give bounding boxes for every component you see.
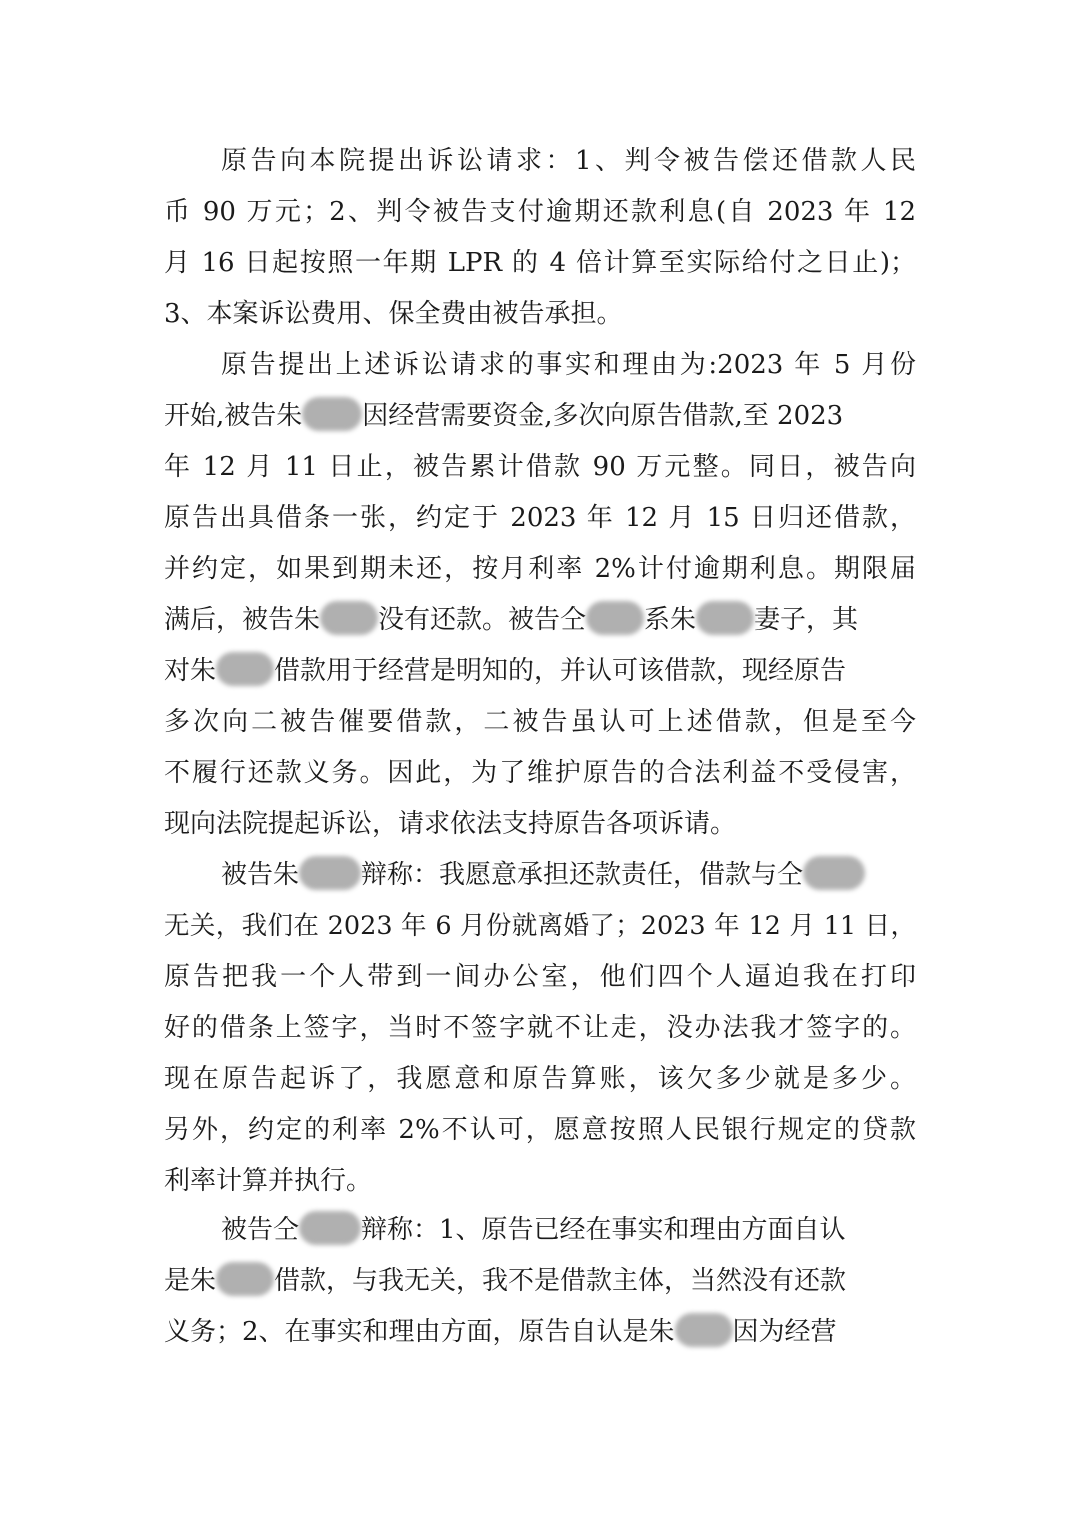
paragraph-3-line-2: 无关，我们在 2023 年 6 月份就离婚了；2023 年 12 月 11 日， bbox=[164, 911, 916, 941]
paragraph-3-line-6: 另外，约定的利率 2%不认可，愿意按照人民银行规定的贷款 bbox=[164, 1115, 916, 1145]
paragraph-4-line-2-text-after: 借款，与我无关，我不是借款主体，当然没有还款 bbox=[274, 1266, 847, 1296]
paragraph-2-line-2 bbox=[164, 390, 916, 442]
redacted-name bbox=[216, 1262, 274, 1296]
redacted-name bbox=[803, 856, 865, 890]
paragraph-3-line-1-text-after: 辩称：我愿意承担还款责任，借款与仝 bbox=[361, 860, 804, 890]
paragraph-1-line-1: 原告向本院提出诉讼请求：1、判令被告偿还借款人民 bbox=[221, 146, 916, 176]
redacted-name bbox=[299, 1211, 361, 1245]
paragraph-2-line-7-text-after: 借款用于经营是明知的，并认可该借款，现经原告 bbox=[274, 656, 847, 686]
paragraph-1-line-3: 月 16 日起按照一年期 LPR 的 4 倍计算至实际给付之日止)； bbox=[164, 248, 916, 278]
paragraph-4-line-3-text-after: 因为经营 bbox=[732, 1317, 837, 1347]
paragraph-3-line-5: 现在原告起诉了，我愿意和原告算账，该欠多少就是多少。 bbox=[164, 1064, 916, 1094]
paragraph-4-line-1-text-before: 被告仝 bbox=[221, 1215, 300, 1245]
paragraph-2-line-8: 多次向二被告催要借款，二被告虽认可上述借款，但是至今 bbox=[164, 707, 916, 737]
paragraph-4-line-2-text-before: 是朱 bbox=[164, 1266, 217, 1296]
paragraph-2-line-2-text-after: 因经营需要资金,多次向原告借款,至 2023 bbox=[362, 401, 844, 431]
paragraph-2-line-5: 并约定，如果到期未还，按月利率 2%计付逾期利息。期限届 bbox=[164, 554, 916, 584]
redacted-name bbox=[675, 1313, 733, 1347]
redacted-name bbox=[320, 601, 378, 635]
paragraph-1-line-4: 3、本案诉讼费用、保全费由被告承担。 bbox=[164, 299, 623, 329]
paragraph-2-line-9: 不履行还款义务。因此，为了维护原告的合法利益不受侵害， bbox=[164, 758, 916, 788]
paragraph-2-line-6 bbox=[164, 594, 916, 646]
paragraph-4-line-3 bbox=[164, 1306, 916, 1358]
paragraph-2-line-6-text-4: 妻子，其 bbox=[754, 605, 859, 635]
paragraph-3-line-3: 原告把我一个人带到一间办公室，他们四个人逼迫我在打印 bbox=[164, 962, 916, 992]
paragraph-3-line-7: 利率计算并执行。 bbox=[164, 1166, 373, 1196]
paragraph-2-line-4: 原告出具借条一张，约定于 2023 年 12 月 15 日归还借款， bbox=[164, 503, 916, 533]
paragraph-2-line-7 bbox=[164, 645, 916, 697]
redacted-name bbox=[216, 652, 274, 686]
paragraph-4-line-1-text-after: 辩称：1、原告已经在事实和理由方面自认 bbox=[361, 1215, 846, 1245]
paragraph-2-line-3: 年 12 月 11 日止，被告累计借款 90 万元整。同日，被告向 bbox=[164, 452, 916, 482]
paragraph-4-line-3-text-before: 义务；2、在事实和理由方面，原告自认是朱 bbox=[164, 1317, 675, 1347]
paragraph-2-line-6-text-3: 系朱 bbox=[644, 605, 697, 635]
paragraph-1-line-2: 币 90 万元；2、判令被告支付逾期还款利息(自 2023 年 12 bbox=[164, 197, 916, 227]
redacted-name bbox=[696, 601, 754, 635]
paragraph-2-line-10: 现向法院提起诉讼，请求依法支持原告各项诉请。 bbox=[164, 809, 737, 839]
paragraph-2-line-1: 原告提出上述诉讼请求的事实和理由为:2023 年 5 月份 bbox=[221, 350, 916, 380]
paragraph-3-line-4: 好的借条上签字，当时不签字就不让走，没办法我才签字的。 bbox=[164, 1013, 916, 1043]
paragraph-2-line-2-text-before: 开始,被告朱 bbox=[164, 401, 303, 431]
redacted-name bbox=[302, 397, 362, 431]
redacted-name bbox=[299, 856, 361, 890]
paragraph-4-line-1 bbox=[221, 1204, 916, 1256]
paragraph-4-line-2 bbox=[164, 1255, 916, 1307]
paragraph-3-line-1 bbox=[221, 849, 916, 901]
paragraph-3-line-1-text-before: 被告朱 bbox=[221, 860, 300, 890]
redacted-name bbox=[586, 601, 644, 635]
paragraph-2-line-6-text-2: 没有还款。被告仝 bbox=[378, 605, 587, 635]
paragraph-2-line-6-text-1: 满后，被告朱 bbox=[164, 605, 321, 635]
paragraph-2-line-7-text-before: 对朱 bbox=[164, 656, 217, 686]
